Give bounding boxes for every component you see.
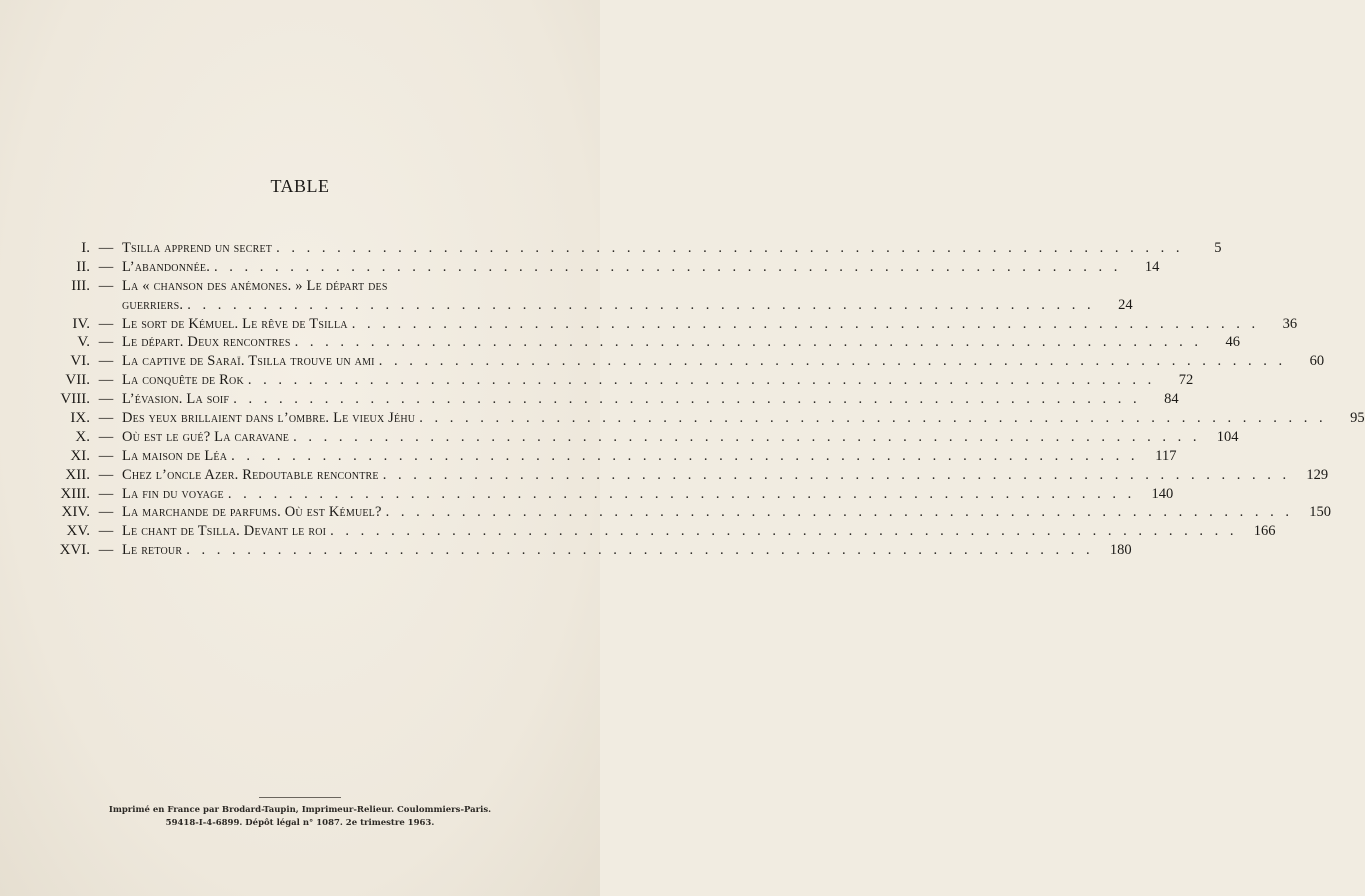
- chapter-title-cell: [122, 448, 1149, 465]
- em-dash: —: [98, 523, 114, 540]
- chapter-title-cell: [122, 504, 1303, 521]
- chapter-title-cell: [122, 410, 1337, 427]
- toc-entry: [40, 278, 570, 297]
- chapter-number: VIII.: [60, 391, 90, 408]
- chapter-title-cell: [122, 240, 1193, 257]
- toc-entry: [40, 485, 1174, 505]
- chapter-title: La maison de Léa: [122, 447, 228, 464]
- chapter-title-cell: [122, 467, 1300, 484]
- toc-entry: [40, 428, 1239, 448]
- dot-leader: . . . . . . . . . . . . . . . . . . . . . . . . . . . . . . . . . . . . . . . . . . . . . . . . . . . . . . . . . . . .: [227, 485, 1136, 502]
- page-title: TABLE: [270, 176, 330, 196]
- chapter-title: L’abandonnée.: [122, 258, 211, 275]
- dot-leader: . . . . . . . . . . . . . . . . . . . . . . . . . . . . . . . . . . . . . . . . . . . . . . . . . . . . . . . . . . . .: [214, 258, 1122, 275]
- chapter-title-cell: [122, 259, 1131, 276]
- em-dash: —: [98, 485, 114, 502]
- toc-entry: [40, 353, 1325, 372]
- toc-entry: [40, 296, 1133, 316]
- dot-leader: . . . . . . . . . . . . . . . . . . . . . . . . . . . . . . . . . . . . . . . . . . . . . . . . . . . . . . . . . . . .: [351, 315, 1260, 332]
- dot-leader: . . . . . . . . . . . . . . . . . . . . . . . . . . . . . . . . . . . . . . . . . . . . . . . . . . . . . . . . . . . .: [378, 353, 1287, 370]
- dot-leader: . . . . . . . . . . . . . . . . . . . . . . . . . . . . . . . . . . . . . . . . . . . . . . . . . . . . . . . . . . . .: [294, 334, 1202, 351]
- chapter-number: XVI.: [59, 542, 90, 559]
- chapter-number: XIV.: [61, 504, 90, 521]
- page-number: 46: [1225, 334, 1240, 351]
- em-dash: —: [98, 315, 114, 332]
- em-dash: —: [98, 391, 114, 408]
- em-dash: —: [98, 258, 114, 275]
- toc-entry: [40, 334, 1240, 353]
- chapter-number: X.: [75, 428, 90, 445]
- dot-leader: . . . . . . . . . . . . . . . . . . . . . . . . . . . . . . . . . . . . . . . . . . . . . . . . . . . . . . . . . . . .: [385, 504, 1293, 521]
- chapter-title-cell: [122, 486, 1145, 503]
- chapter-title: Le départ. Deux rencontres: [122, 334, 291, 351]
- chapter-number: VII.: [65, 372, 90, 389]
- dot-leader: . . . . . . . . . . . . . . . . . . . . . . . . . . . . . . . . . . . . . . . . . . . . . . . . . . . . . . . . . . . .: [382, 466, 1291, 483]
- chapter-title: Où est le gué? La caravane: [122, 428, 290, 445]
- page-number: 129: [1306, 466, 1329, 483]
- chapter-title: La « chanson des anémones. » Le départ des: [122, 277, 388, 294]
- em-dash: —: [98, 466, 114, 483]
- page-number: 104: [1216, 428, 1239, 445]
- chapter-title-cell: [122, 334, 1212, 351]
- toc-entry: [40, 447, 1177, 467]
- chapter-title-cell: [122, 278, 542, 295]
- em-dash: —: [98, 410, 114, 427]
- chapter-title-cell: [122, 429, 1210, 446]
- chapter-title: Des yeux brillaient dans l’ombre. Le vieux Jéhu: [122, 410, 416, 427]
- chapter-number: IV.: [72, 315, 90, 332]
- toc-entry: [40, 315, 1298, 335]
- page-number: 117: [1155, 447, 1177, 464]
- dot-leader: . . . . . . . . . . . . . . . . . . . . . . . . . . . . . . . . . . . . . . . . . . . . . . . . . . . . . . . . . . . .: [330, 523, 1238, 540]
- dot-leader: . . . . . . . . . . . . . . . . . . . . . . . . . . . . . . . . . . . . . . . . . . . . . . . . . . . . . . . . . . . .: [187, 296, 1095, 313]
- em-dash: —: [98, 428, 114, 445]
- chapter-title: Chez l’oncle Azer. Redoutable rencontre: [122, 466, 379, 483]
- page-number: 180: [1109, 542, 1132, 559]
- em-dash: —: [98, 334, 114, 351]
- chapter-title-cell: [122, 316, 1269, 333]
- dot-leader: . . . . . . . . . . . . . . . . . . . . . . . . . . . . . . . . . . . . . . . . . . . . . . . . . . . . . . . . . . . .: [186, 542, 1094, 559]
- chapter-number: II.: [76, 258, 90, 275]
- dot-leader: . . . . . . . . . . . . . . . . . . . . . . . . . . . . . . . . . . . . . . . . . . . . . . . . . . . . . . . . . . . .: [247, 372, 1156, 389]
- chapter-title: L’évasion. La soif: [122, 391, 230, 408]
- chapter-title-cell: [122, 353, 1296, 370]
- chapter-title-cell: [122, 391, 1151, 408]
- page-number: 140: [1151, 485, 1174, 502]
- page-number: 166: [1253, 523, 1276, 540]
- em-dash: —: [98, 542, 114, 559]
- page-number: 60: [1309, 353, 1325, 370]
- dot-leader: . . . . . . . . . . . . . . . . . . . . . . . . . . . . . . . . . . . . . . . . . . . . . . . . . . . . . . . . . . . .: [276, 240, 1184, 256]
- toc-entry: [40, 542, 1132, 561]
- chapter-title: Le sort de Kémuel. Le rêve de Tsilla: [122, 315, 348, 332]
- em-dash: —: [98, 447, 114, 464]
- toc-entry: [40, 523, 1276, 542]
- dot-leader: . . . . . . . . . . . . . . . . . . . . . . . . . . . . . . . . . . . . . . . . . . . . . . . . . . . . . . . . . . . .: [293, 428, 1201, 445]
- em-dash: —: [98, 353, 114, 370]
- toc-entry: [40, 258, 1160, 278]
- page-number: 24: [1118, 296, 1133, 313]
- page-number: 95: [1350, 410, 1365, 427]
- toc-entry: [40, 240, 1222, 259]
- page-number: 150: [1309, 504, 1331, 521]
- dot-leader: . . . . . . . . . . . . . . . . . . . . . . . . . . . . . . . . . . . . . . . . . . . . . . . . . . . . . . . . . . . .: [233, 391, 1141, 408]
- dot-leader: . . . . . . . . . . . . . . . . . . . . . . . . . . . . . . . . . . . . . . . . . . . . . . . . . . . . . . . . . . . .: [231, 447, 1139, 464]
- chapter-title-cell: [122, 297, 1105, 314]
- chapter-number: XV.: [66, 523, 90, 540]
- page-number: 5: [1214, 240, 1222, 256]
- chapter-title: La fin du voyage: [122, 485, 224, 502]
- chapter-number: XI.: [70, 447, 90, 464]
- toc-entry: [40, 372, 1194, 391]
- chapter-title: La captive de Saraï. Tsilla trouve un ami: [122, 353, 375, 370]
- divider: [259, 797, 341, 798]
- em-dash: —: [98, 277, 114, 294]
- page-number: 14: [1144, 258, 1160, 275]
- em-dash: —: [98, 504, 114, 521]
- dot-leader: . . . . . . . . . . . . . . . . . . . . . . . . . . . . . . . . . . . . . . . . . . . . . . . . . . . . . . . . . . . .: [419, 410, 1327, 427]
- imprint-line-1: Imprimé en France par Brodard-Taupin, Imprimeur-Relieur. Coulommiers-Paris.: [108, 805, 492, 815]
- chapter-title: Tsilla apprend un secret: [122, 240, 273, 256]
- chapter-title: La marchande de parfums. Où est Kémuel?: [122, 504, 382, 521]
- chapter-title: guerriers.: [122, 296, 184, 313]
- chapter-number: XII.: [65, 466, 90, 483]
- chapter-number: VI.: [70, 353, 90, 370]
- table-of-contents: [40, 240, 1365, 561]
- chapter-number: I.: [81, 240, 90, 256]
- page-number: 36: [1282, 315, 1298, 332]
- em-dash: —: [98, 240, 114, 256]
- imprint-line-2: 59418-I-4-6899. Dépôt légal n° 1087. 2e trimestre 1963.: [165, 818, 435, 828]
- page-number: 84: [1164, 391, 1179, 408]
- toc-entry: [40, 391, 1179, 410]
- em-dash: —: [98, 372, 114, 389]
- chapter-title-cell: [122, 372, 1165, 389]
- chapter-number: III.: [71, 277, 90, 294]
- chapter-title-cell: [122, 523, 1248, 540]
- imprint: [0, 804, 600, 830]
- chapter-number: V.: [77, 334, 90, 351]
- chapter-title: Le retour: [122, 542, 183, 559]
- toc-entry: [40, 504, 1331, 523]
- toc-entry: [40, 410, 1365, 429]
- chapter-title: La conquête de Rok: [122, 372, 244, 389]
- page-number: 72: [1178, 372, 1194, 389]
- chapter-title: Le chant de Tsilla. Devant le roi: [122, 523, 327, 540]
- chapter-number: IX.: [70, 410, 90, 427]
- chapter-number: XIII.: [60, 485, 90, 502]
- toc-entry: [40, 466, 1329, 486]
- chapter-title-cell: [122, 542, 1104, 559]
